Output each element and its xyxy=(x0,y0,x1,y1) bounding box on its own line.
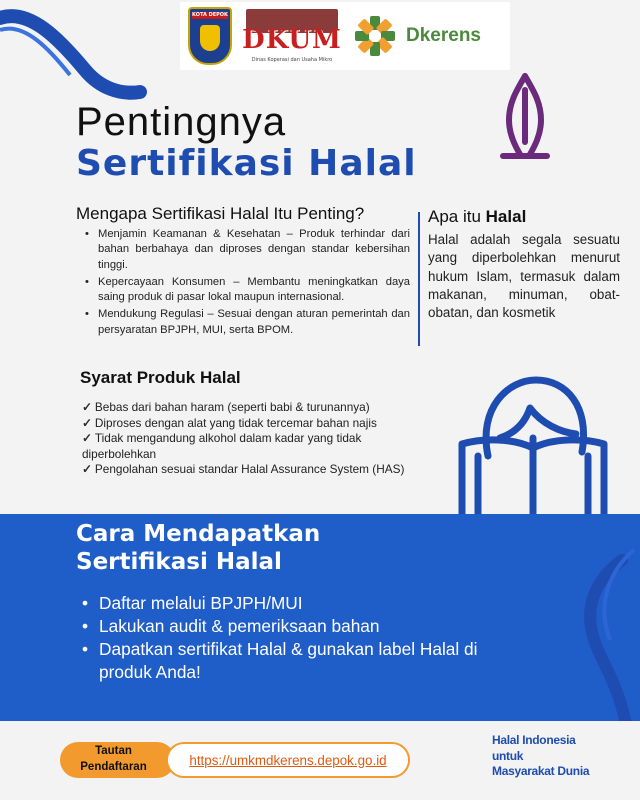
cara-heading: Cara Mendapatkan Sertifikasi Halal xyxy=(76,521,321,575)
apa-heading-prefix: Apa itu xyxy=(428,207,486,226)
dkerens-logo-text: Dkerens xyxy=(406,25,481,46)
syarat-item-text: Tidak mengandung alkohol dalam kadar yang tidak diperbolehkan xyxy=(82,431,362,461)
cara-item: • Lakukan audit & pemeriksaan bahan xyxy=(80,615,480,638)
person-reading-book-icon xyxy=(448,368,618,538)
halal-indonesia-tagline xyxy=(492,733,589,780)
checkmark-icon: ✓ xyxy=(82,400,92,414)
dkerens-star-icon xyxy=(352,13,398,59)
why-item: • Menjamin Keamanan & Kesehatan – Produk terhindar dari bahan berbahaya dan diproses dengan standar kebersihan tinggi. xyxy=(84,227,410,273)
syarat-item-text: Pengolahan sesuai standar Halal Assurance System (HAS) xyxy=(94,462,405,476)
syarat-heading: Syarat Produk Halal xyxy=(80,368,241,387)
checkmark-icon: ✓ xyxy=(82,415,92,430)
why-item: • Kepercayaan Konsumen – Membantu meningkatkan daya saing produk di pasar lokal maupun internasional. xyxy=(84,275,410,306)
tagline-line1: Halal Indonesia xyxy=(492,733,576,747)
checkmark-icon: ✓ xyxy=(82,462,92,476)
syarat-list xyxy=(82,400,434,478)
syarat-item-text: Diproses dengan alat yang tidak tercemar bahan najis xyxy=(94,415,377,430)
syarat-item-text: Bebas dari bahan haram (seperti babi & turunannya) xyxy=(94,400,370,414)
ribbon-decoration-top-left xyxy=(0,0,150,100)
dkum-logo xyxy=(240,7,344,65)
section-divider xyxy=(418,212,420,346)
syarat-item xyxy=(82,400,434,416)
cara-item: • Dapatkan sertifikat Halal & gunakan label Halal di produk Anda! xyxy=(80,638,480,684)
checkmark-icon: ✓ xyxy=(82,431,92,445)
why-heading: Mengapa Sertifikasi Halal Itu Penting? xyxy=(76,204,365,223)
depok-crest-logo xyxy=(188,7,232,65)
syarat-item xyxy=(82,431,434,462)
syarat-item xyxy=(82,462,434,478)
logo-bar xyxy=(180,2,510,70)
tautan-line2: Pendaftaran xyxy=(80,760,147,773)
apa-heading-bold: Halal xyxy=(485,207,527,226)
why-item: • Mendukung Regulasi – Sesuai dengan aturan pemerintah dan persyaratan BPJPH, MUI, serta BPOM. xyxy=(84,307,410,338)
cara-list xyxy=(80,592,480,684)
tautan-line1: Tautan xyxy=(95,745,132,757)
halal-indonesia-logo-icon xyxy=(497,72,553,160)
tautan-pendaftaran-label xyxy=(60,744,175,775)
tagline-line3: Masyarakat Dunia xyxy=(492,764,590,778)
tagline-line2: untuk xyxy=(492,748,524,763)
cara-item: • Daftar melalui BPJPH/MUI xyxy=(80,592,480,615)
registration-link[interactable]: https://umkmdkerens.depok.go.id xyxy=(166,742,410,778)
apa-itu-halal-heading xyxy=(428,207,526,227)
page-title-line2: Sertifikasi Halal xyxy=(76,143,417,184)
syarat-item xyxy=(82,416,434,432)
why-list xyxy=(84,227,410,340)
apa-itu-halal-body: Halal adalah segala sesuatu yang diperbolehkan menurut hukum Islam, termasuk dalam makanan, minuman, obat-obatan, dan kosmetik xyxy=(428,232,620,321)
page-title-line1: Pentingnya xyxy=(76,100,287,144)
dkum-logo-subtitle: Dinas Koperasi dan Usaha Mikro xyxy=(251,57,333,63)
dkum-logo-text: DKUM xyxy=(242,25,342,55)
kota-depok-label: KOTA DEPOK xyxy=(192,12,228,18)
